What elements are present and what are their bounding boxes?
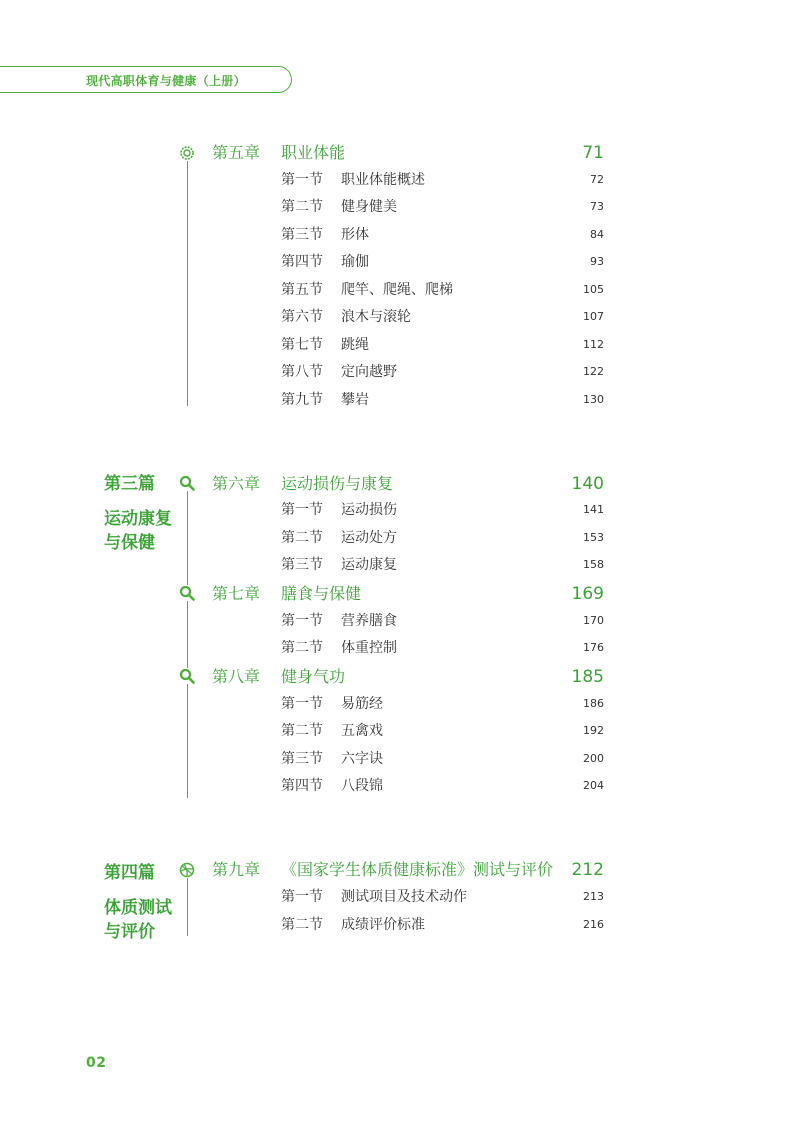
section-page: 213 xyxy=(583,890,604,903)
chapter-label: 第七章 xyxy=(212,584,261,603)
magnifier-icon xyxy=(179,668,195,684)
section-page: 72 xyxy=(590,173,604,186)
chapter-title[interactable]: 《国家学生体质健康标准》测试与评价 xyxy=(281,860,554,879)
chapter-page: 71 xyxy=(582,143,604,163)
section-title[interactable]: 健身健美 xyxy=(341,199,397,215)
chapter-title[interactable]: 职业体能 xyxy=(281,143,346,162)
section-label: 第四节 xyxy=(281,778,323,794)
part-title: 与评价 xyxy=(104,922,155,942)
section-label: 第九节 xyxy=(281,392,323,408)
section-page: 84 xyxy=(590,228,604,241)
section-label: 第三节 xyxy=(281,557,323,573)
section-label: 第二节 xyxy=(281,199,323,215)
part-title: 与保健 xyxy=(104,533,155,553)
section-page: 130 xyxy=(583,393,604,406)
chapter-title[interactable]: 运动损伤与康复 xyxy=(281,474,394,493)
section-title[interactable]: 易筋经 xyxy=(341,696,383,712)
section-label: 第一节 xyxy=(281,696,323,712)
chapter-page: 169 xyxy=(571,584,604,604)
chapter-page: 185 xyxy=(571,667,604,687)
part-label: 第四篇 xyxy=(104,863,155,883)
section-page: 141 xyxy=(583,503,604,516)
section-label: 第二节 xyxy=(281,917,323,933)
section-page: 122 xyxy=(583,365,604,378)
chapter-label: 第九章 xyxy=(212,860,261,879)
section-page: 153 xyxy=(583,531,604,544)
section-page: 204 xyxy=(583,779,604,792)
part-title: 运动康复 xyxy=(104,509,172,529)
chapter-title[interactable]: 膳食与保健 xyxy=(281,584,362,603)
section-title[interactable]: 测试项目及技术动作 xyxy=(341,889,467,905)
section-page: 192 xyxy=(583,724,604,737)
section-label: 第一节 xyxy=(281,889,323,905)
section-title[interactable]: 六字诀 xyxy=(341,751,383,767)
section-title[interactable]: 攀岩 xyxy=(341,392,369,408)
section-label: 第三节 xyxy=(281,227,323,243)
chapter-label: 第六章 xyxy=(212,474,261,493)
section-title[interactable]: 体重控制 xyxy=(341,640,397,656)
section-page: 158 xyxy=(583,558,604,571)
section-title[interactable]: 浪木与滚轮 xyxy=(341,309,411,325)
section-title[interactable]: 运动处方 xyxy=(341,530,397,546)
section-label: 第一节 xyxy=(281,502,323,518)
section-page: 107 xyxy=(583,310,604,323)
section-page: 186 xyxy=(583,697,604,710)
chapter-label: 第八章 xyxy=(212,667,261,686)
toc-line-part-2 xyxy=(187,152,188,406)
section-title[interactable]: 五禽戏 xyxy=(341,723,383,739)
toc-line-part-3 xyxy=(187,482,188,798)
page-number: 02 xyxy=(86,1055,107,1071)
section-label: 第七节 xyxy=(281,337,323,353)
section-title[interactable]: 营养膳食 xyxy=(341,613,397,629)
section-page: 216 xyxy=(583,918,604,931)
section-label: 第五节 xyxy=(281,282,323,298)
section-label: 第三节 xyxy=(281,751,323,767)
section-page: 170 xyxy=(583,614,604,627)
magnifier-icon xyxy=(179,475,195,491)
section-label: 第二节 xyxy=(281,723,323,739)
section-label: 第二节 xyxy=(281,640,323,656)
section-label: 第一节 xyxy=(281,613,323,629)
section-page: 200 xyxy=(583,752,604,765)
section-page: 112 xyxy=(583,338,604,351)
section-title[interactable]: 运动损伤 xyxy=(341,502,397,518)
section-page: 105 xyxy=(583,283,604,296)
section-title[interactable]: 定向越野 xyxy=(341,364,397,380)
gear-icon xyxy=(179,145,195,161)
chapter-page: 212 xyxy=(571,860,604,880)
section-label: 第六节 xyxy=(281,309,323,325)
part-title: 体质测试 xyxy=(104,898,172,918)
section-label: 第一节 xyxy=(281,172,323,188)
chapter-title[interactable]: 健身气功 xyxy=(281,667,346,686)
section-title[interactable]: 形体 xyxy=(341,227,369,243)
chapter-label: 第五章 xyxy=(212,143,261,162)
section-title[interactable]: 爬竿、爬绳、爬梯 xyxy=(341,282,453,298)
section-title[interactable]: 瑜伽 xyxy=(341,254,369,270)
section-title[interactable]: 运动康复 xyxy=(341,557,397,573)
section-title[interactable]: 跳绳 xyxy=(341,337,369,353)
section-label: 第二节 xyxy=(281,530,323,546)
section-title[interactable]: 成绩评价标准 xyxy=(341,917,425,933)
section-page: 176 xyxy=(583,641,604,654)
section-page: 93 xyxy=(590,255,604,268)
part-label: 第三篇 xyxy=(104,474,155,494)
section-page: 73 xyxy=(590,200,604,213)
section-title[interactable]: 八段锦 xyxy=(341,778,383,794)
section-label: 第四节 xyxy=(281,254,323,270)
ball-icon xyxy=(179,862,195,878)
magnifier-icon xyxy=(179,585,195,601)
section-title[interactable]: 职业体能概述 xyxy=(341,172,425,188)
section-label: 第八节 xyxy=(281,364,323,380)
header-title: 现代高职体育与健康（上册） xyxy=(86,74,246,88)
chapter-page: 140 xyxy=(571,474,604,494)
